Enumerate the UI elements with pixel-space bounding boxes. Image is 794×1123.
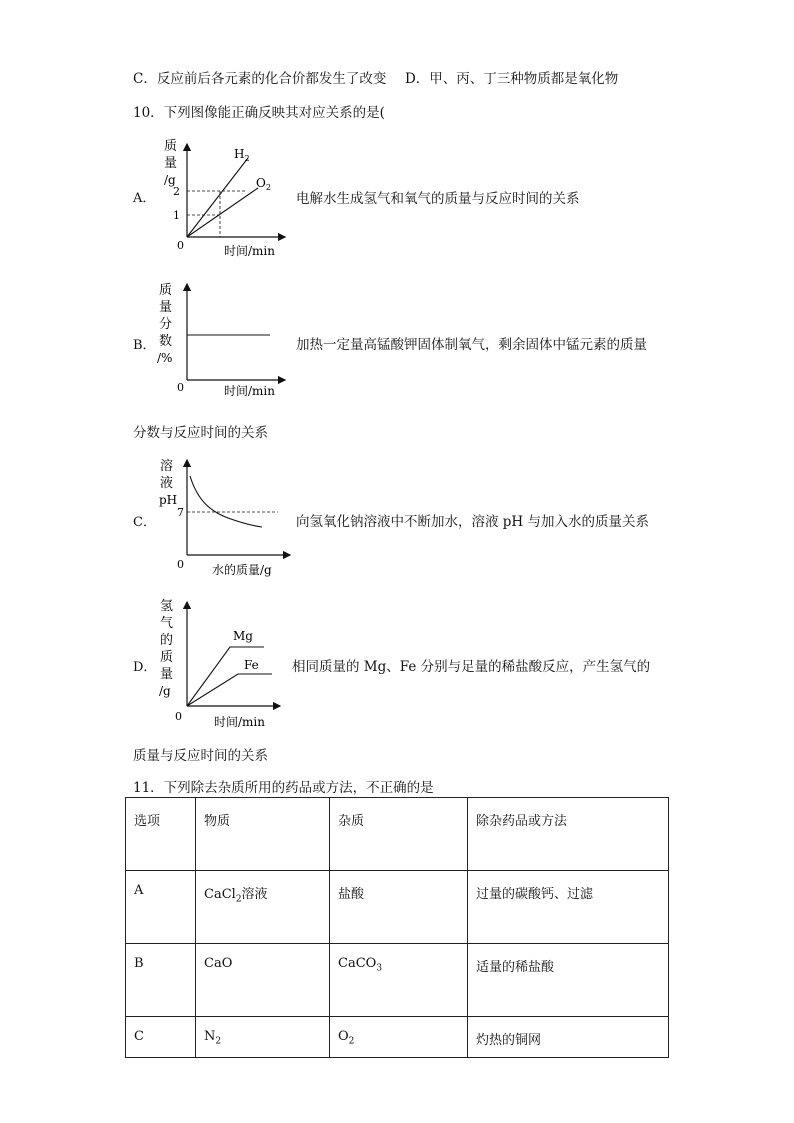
q10-d-label: D．	[133, 660, 157, 675]
q10-d-ylabel-5: 量	[160, 667, 174, 682]
table-header-row	[126, 798, 669, 871]
row-a-impurity: 盐酸	[330, 871, 468, 944]
q10-a-ylabel-2: 量	[164, 156, 178, 171]
row-c-impurity: $O_2$	[330, 1017, 468, 1058]
q10-a-ylabel-3: /g	[164, 173, 176, 187]
q9-option-c: C．反应前后各元素的化合价都发生了改变	[133, 71, 387, 87]
q10-d-ylabel-2: 气	[160, 616, 174, 631]
q10-b-ylabel-4: 数	[159, 334, 173, 349]
q11-stem: 11．下列除去杂质所用的药品或方法，不正确的是	[133, 780, 434, 796]
header-method: 除杂药品或方法	[468, 798, 669, 871]
q10-b-label: B．	[133, 338, 156, 353]
q10-a-xlabel: 时间/min	[224, 244, 275, 258]
q10-d-label-fe: Fe	[244, 658, 259, 672]
q10-a-ylabel-1: 质	[164, 139, 178, 154]
q10-b-ylabel-2: 量	[159, 300, 173, 315]
q10-c-label: C．	[133, 515, 156, 530]
row-c-option: C	[126, 1017, 196, 1058]
q10-d-ylabel-4: 质	[160, 650, 174, 665]
q10-d-desc-cont: 质量与反应时间的关系	[133, 748, 268, 764]
q10-a-graph	[150, 138, 290, 260]
q10-c-ylabel-1: 溶	[160, 459, 174, 474]
q9-options-line	[133, 67, 618, 87]
q10-d-label-mg: Mg	[233, 629, 253, 643]
q10-c-ylabel-2: 液	[160, 476, 174, 491]
q10-a-origin: 0	[177, 239, 184, 252]
q10-d-origin: 0	[175, 710, 182, 723]
q10-a-label-o2: $O_2$	[256, 176, 271, 192]
q10-a-line-o2	[187, 188, 258, 237]
q9-option-d: D．甲、丙、丁三种物质都是氧化物	[404, 71, 619, 87]
row-a-substance: CaCl$_2$溶液	[196, 871, 330, 944]
q10-c-origin: 0	[177, 558, 184, 571]
q10-a-line-h2	[187, 158, 248, 237]
q10-d-ylabel-1: 氢	[160, 599, 174, 614]
q10-a-tick-2: 2	[173, 185, 180, 198]
q10-b-desc: 加热一定量高锰酸钾固体制氧气，剩余固体中锰元素的质量	[296, 337, 647, 353]
q10-b-xlabel: 时间/min	[224, 384, 275, 398]
q10-d-line-fe	[187, 674, 272, 706]
q10-b-ylabel-1: 质	[159, 283, 173, 298]
q10-b-ylabel-5: /%	[157, 351, 173, 365]
row-b-substance: CaO	[196, 944, 330, 1017]
q10-d-xlabel: 时间/min	[214, 715, 265, 729]
q10-a-desc: 电解水生成氢气和氧气的质量与反应时间的关系	[296, 191, 580, 207]
q10-b-origin: 0	[177, 381, 184, 394]
q10-d-desc: 相同质量的 Mg、Fe 分别与足量的稀盐酸反应，产生氢气的	[292, 659, 651, 675]
row-b-option: B	[126, 944, 196, 1017]
q11-table	[125, 797, 669, 1058]
header-impurity: 杂质	[330, 798, 468, 871]
table-row	[126, 871, 669, 944]
row-a-method: 过量的碳酸钙、过滤	[468, 871, 669, 944]
q10-b-ylabel-3: 分	[159, 317, 173, 332]
q10-c-ylabel-3: pH	[159, 493, 178, 507]
q10-c-graph	[150, 454, 295, 579]
row-b-impurity: CaCO$_3$	[330, 944, 468, 1017]
header-substance: 物质	[196, 798, 330, 871]
q10-d-ylabel-6: /g	[159, 684, 171, 698]
q10-c-xlabel: 水的质量/g	[212, 563, 272, 577]
row-a-option: A	[126, 871, 196, 944]
table-row	[126, 1017, 669, 1058]
table-row	[126, 944, 669, 1017]
q10-b-graph	[150, 278, 290, 400]
q10-a-tick-1: 1	[173, 209, 180, 222]
row-c-substance: $N_2$	[196, 1017, 330, 1058]
q10-d-line-mg	[187, 647, 264, 706]
row-c-method: 灼热的铜网	[468, 1017, 669, 1058]
q10-c-tick-7: 7	[177, 506, 184, 519]
header-option: 选项	[126, 798, 196, 871]
q10-d-graph	[150, 596, 285, 731]
q10-b-desc-cont: 分数与反应时间的关系	[133, 425, 268, 441]
row-b-method: 适量的稀盐酸	[468, 944, 669, 1017]
q10-c-desc: 向氢氧化钠溶液中不断加水，溶液 pH 与加入水的质量关系	[296, 514, 649, 530]
q10-a-label: A．	[133, 191, 156, 206]
q10-a-label-h2: $H_2$	[234, 147, 250, 163]
q10-d-ylabel-3: 的	[160, 633, 174, 648]
q10-c-curve	[190, 476, 262, 527]
q10-stem: 10．下列图像能正确反映其对应关系的是(	[133, 105, 385, 121]
